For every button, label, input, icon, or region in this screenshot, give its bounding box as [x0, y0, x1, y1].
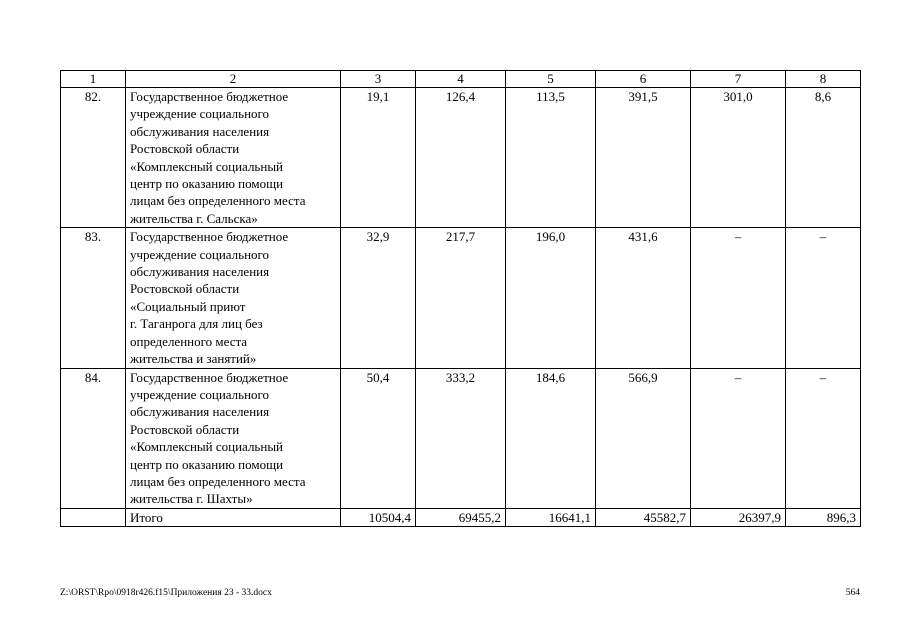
- name-line: жительства г. Шахты»: [130, 491, 253, 507]
- name-line: центр по оказанию помощи: [130, 456, 284, 472]
- name-line: лицам без определенного места: [130, 193, 306, 209]
- header-cell: 4: [416, 71, 506, 88]
- value-cell: –: [691, 368, 786, 508]
- name-line: определенного места: [130, 333, 248, 349]
- name-line: обслуживания населения: [130, 123, 270, 139]
- value-cell: 431,6: [596, 228, 691, 368]
- name-line: обслуживания населения: [130, 404, 270, 420]
- page-number: 564: [845, 588, 860, 598]
- header-cell: 7: [691, 71, 786, 88]
- name-line: Ростовской области: [130, 281, 240, 297]
- institution-name: [126, 368, 341, 508]
- header-cell: 5: [506, 71, 596, 88]
- budget-table: [60, 70, 861, 527]
- name-line: Ростовской области: [130, 421, 240, 437]
- total-value: 26397,9: [691, 508, 786, 526]
- row-number: 83.: [61, 228, 126, 368]
- total-row: [61, 508, 861, 526]
- row-number: [61, 508, 126, 526]
- name-line: лицам без определенного места: [130, 473, 306, 489]
- institution-name: [126, 88, 341, 228]
- value-cell: 196,0: [506, 228, 596, 368]
- header-cell: 8: [786, 71, 861, 88]
- institution-name: [126, 228, 341, 368]
- value-cell: 333,2: [416, 368, 506, 508]
- value-cell: 566,9: [596, 368, 691, 508]
- table-row: [61, 368, 861, 508]
- total-value: 896,3: [786, 508, 861, 526]
- name-line: учреждение социального: [130, 386, 270, 402]
- name-line: Государственное бюджетное: [130, 229, 289, 245]
- name-line: Государственное бюджетное: [130, 89, 289, 104]
- header-cell: 3: [341, 71, 416, 88]
- value-cell: 113,5: [506, 88, 596, 228]
- value-cell: 217,7: [416, 228, 506, 368]
- total-label: Итого: [126, 508, 341, 526]
- value-cell: 19,1: [341, 88, 416, 228]
- value-cell: 32,9: [341, 228, 416, 368]
- name-line: «Комплексный социальный: [130, 439, 284, 455]
- total-value: 69455,2: [416, 508, 506, 526]
- table-row: [61, 228, 861, 368]
- value-cell: –: [691, 228, 786, 368]
- table-header-row: [61, 71, 861, 88]
- row-number: 82.: [61, 88, 126, 228]
- name-line: центр по оказанию помощи: [130, 176, 284, 192]
- value-cell: 301,0: [691, 88, 786, 228]
- name-line: «Социальный приют: [130, 298, 246, 314]
- value-cell: 391,5: [596, 88, 691, 228]
- table-row: [61, 88, 861, 228]
- name-line: учреждение социального: [130, 106, 270, 122]
- value-cell: 8,6: [786, 88, 861, 228]
- value-cell: 50,4: [341, 368, 416, 508]
- total-value: 45582,7: [596, 508, 691, 526]
- total-value: 16641,1: [506, 508, 596, 526]
- header-cell: 2: [126, 71, 341, 88]
- name-line: обслуживания населения: [130, 264, 270, 280]
- row-number: 84.: [61, 368, 126, 508]
- total-value: 10504,4: [341, 508, 416, 526]
- name-line: Государственное бюджетное: [130, 369, 289, 385]
- header-cell: 1: [61, 71, 126, 88]
- name-line: Ростовской области: [130, 141, 240, 157]
- value-cell: –: [786, 228, 861, 368]
- name-line: жительства г. Сальска»: [130, 210, 258, 226]
- value-cell: 184,6: [506, 368, 596, 508]
- header-cell: 6: [596, 71, 691, 88]
- name-line: жительства и занятий»: [130, 351, 257, 367]
- value-cell: –: [786, 368, 861, 508]
- value-cell: 126,4: [416, 88, 506, 228]
- footer-file-path: Z:\ORST\Rpo\0918r426.f15\Приложения 23 - 33.docx: [60, 588, 272, 598]
- name-line: г. Таганрога для лиц без: [130, 316, 263, 332]
- name-line: «Комплексный социальный: [130, 158, 284, 174]
- name-line: учреждение социального: [130, 246, 270, 262]
